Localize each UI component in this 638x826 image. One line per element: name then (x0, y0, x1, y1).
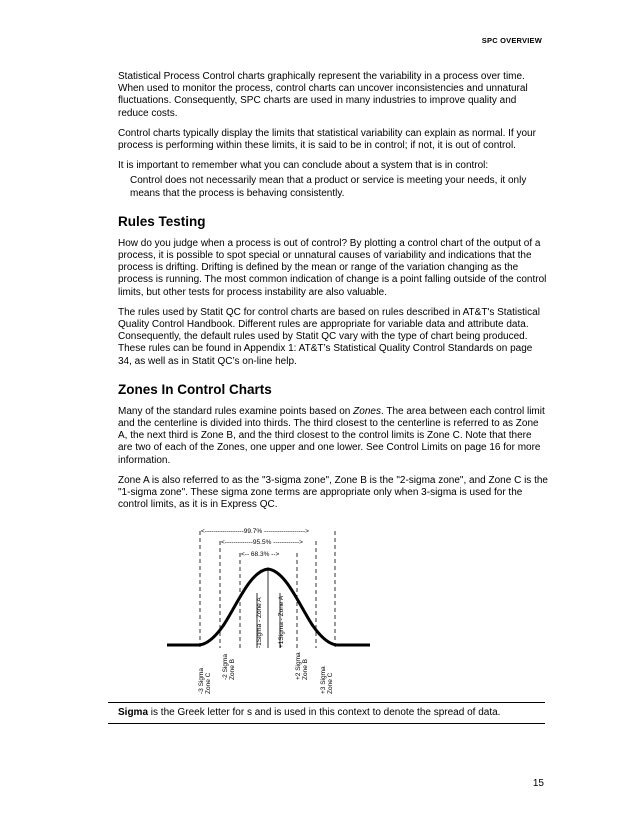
label-99-7: <------------------99.7% -------------------> (201, 528, 309, 535)
zone-label-plus3: +3 SigmaZone C (320, 666, 334, 694)
bell-curve (167, 569, 370, 645)
paragraph-zones (118, 406, 548, 467)
paragraph-rules-judge: How do you judge when a process is out of control? By plotting a control chart of the output of a process, it is possible to spot special or unnatural causes of variability and indications that the process is drifting. Drifting is defined by the mean or range of the variation changing as the process is running. The most common indication of change is a point falling outside of the control limits, but other tests for process instability are also valuable. (118, 237, 547, 298)
sigma-definition-note (118, 707, 548, 719)
zone-label-plus1: +1Sigma - Zone A (278, 595, 285, 648)
heading-rules-testing: Rules Testing (118, 213, 206, 229)
note-term: Sigma (118, 707, 149, 718)
label-68-3: <-- 68.3% --> (241, 551, 280, 558)
bell-curve-diagram (165, 523, 375, 698)
zone-label-minus3: -3 SigmaZone C (198, 667, 212, 694)
running-header: SPC OVERVIEW (481, 36, 542, 45)
paragraph-limits: Control charts typically display the limits that statistical variability can explain as normal. If your process is performing within these limits, it is said to be in control; if not, it is out of control. (118, 127, 536, 152)
zone-label-minus2: -2 SigmaZone B (222, 653, 236, 680)
paragraph-sigma-zones: Zone A is also referred to as the "3-sigma zone", Zone B is the "2-sigma zone", and Zone C is the "1-sigma zone". These sigma zone terms are appropriate only when 3-sigma is used for the control limits, as it is in Express QC. (118, 474, 548, 511)
zone-label-minus1: -1Sigma - Zone A (256, 597, 263, 648)
zone-label-plus2: +2 SigmaZone B (295, 652, 309, 680)
page-body (118, 71, 548, 519)
paragraph-rules-att: The rules used by Statit QC for control charts are based on rules described in AT&T's Statistical Quality Control Handbook. Different rules are appropriate for variable data and attribute data. Consequently, the default rules used by Statit QC vary with the type of chart being produced. These rules can be found in Appendix 1: AT&T’s Statistical Quality Control Standards on page 34, as well as in Statit QC’s on-line help. (118, 306, 540, 367)
zones-text-a: Many of the standard rules examine points based on (118, 405, 354, 417)
paragraph-intro: Statistical Process Control charts graphically represent the variability in a process over time. When used to monitor the process, control charts can uncover inconsistencies and unnatural fluctuations. Consequently, SPC charts are used in many industries to improve quality and reduce costs. (118, 71, 528, 119)
heading-zones: Zones In Control Charts (118, 381, 272, 397)
paragraph-conclude: It is important to remember what you can conclude about a system that is in control: (118, 160, 489, 172)
page-number: 15 (532, 778, 544, 789)
note-rule-bottom (108, 723, 545, 724)
indented-quote: Control does not necessarily mean that a product or service is meeting your needs, it only means that the process is behaving consistently. (130, 175, 527, 199)
zones-text-b: . The area between each control limit and the centerline is divided into thirds. The third closest to the centerline is referred to as Zone A, the next third is Zone B, and the third closest to the control limits is Zone C. Note that there are two of each of the Zones, one upper and one lower. See Control Limits on page 16 for more information. (118, 405, 545, 466)
note-rule-top (108, 702, 545, 703)
normal-curve-figure (165, 523, 375, 698)
zones-emphasis: Zones (353, 405, 381, 417)
label-95-5: <-------------95.5% ------------> (221, 539, 303, 546)
note-text: is the Greek letter for s and is used in this context to denote the spread of data. (148, 707, 501, 718)
